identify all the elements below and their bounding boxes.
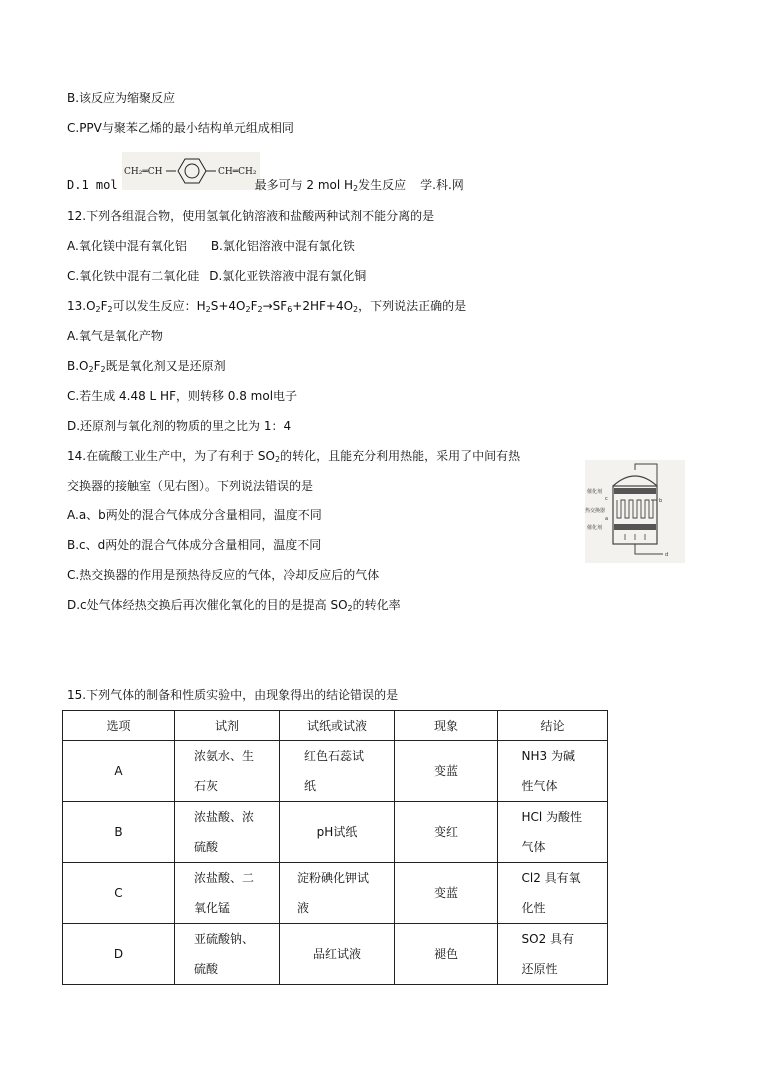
label-c: c [605, 496, 608, 502]
table-row [63, 741, 608, 802]
cell-conclusion-text: SO2 具有还原性 [521, 932, 575, 976]
watermark-text: 学.科.网 [420, 178, 464, 192]
q13-option-a: A.氧气是氧化产物 [67, 329, 163, 343]
q13-sub-6: 6 [287, 305, 293, 314]
cell-conclusion-text: NH3 为碱性气体 [521, 749, 575, 793]
option-d-text [67, 177, 464, 197]
header-option: 选项 [63, 711, 175, 741]
q14-d-sub-1: 2 [347, 604, 353, 613]
q13-text-4: S+4O [210, 299, 246, 313]
label-catalyst-top: 催化剂 [587, 489, 603, 495]
q14-text-1: 14.在硫酸工业生产中，为了有利于 SO [67, 449, 275, 463]
cell-paper-text: 红色石蕊试纸 [304, 749, 365, 793]
q13-sub-3: 2 [205, 305, 211, 314]
apparatus-svg [585, 460, 685, 563]
contact-chamber-diagram [585, 460, 685, 563]
option-d-sub: 2 [353, 184, 359, 193]
option-d-suffix-1: 最多可与 2 mol H [254, 178, 354, 192]
q13-text-1: 13.O [67, 299, 96, 313]
question-15: 15.下列气体的制备和性质实验中，由现象得出的结论错误的是 [67, 688, 399, 702]
q13-text-7: +2HF+4O [292, 299, 354, 313]
cell-phenomenon: 变红 [395, 802, 498, 863]
label-a: a [605, 516, 609, 522]
table-row [63, 924, 608, 985]
q13-b-text-1: B.O [67, 359, 89, 373]
cell-option: A [63, 741, 175, 802]
question-14-line-1 [67, 448, 520, 468]
q13-option-b [67, 358, 226, 378]
cell-reagent-text: 亚硫酸钠、硫酸 [194, 932, 255, 976]
header-conclusion: 结论 [498, 711, 608, 741]
q14-text-2: 的转化，且能充分利用热能，采用了中间有热 [280, 449, 521, 463]
table-header-row [63, 711, 608, 741]
cell-reagent-text: 浓盐酸、二氧化锰 [194, 871, 255, 915]
option-d-suffix-2: 发生反应 [358, 178, 407, 192]
cell-conclusion [498, 863, 608, 924]
cell-conclusion [498, 802, 608, 863]
cell-conclusion [498, 741, 608, 802]
cell-reagent [175, 924, 280, 985]
q13-sub-7: 2 [353, 305, 359, 314]
question-13 [67, 298, 466, 318]
q14-d-text-2: 的转化率 [352, 598, 401, 612]
option-c-text: C.PPV与聚苯乙烯的最小结构单元组成相同 [67, 121, 294, 135]
q13-b-text-2: F [93, 359, 101, 373]
q13-text-6: →SF [262, 299, 288, 313]
cell-reagent [175, 802, 280, 863]
cell-paper [280, 863, 395, 924]
cell-option: B [63, 802, 175, 863]
header-paper: 试纸或试液 [280, 711, 395, 741]
question-14-line-2: 交换器的接触室（见右图）。下列说法错误的是 [67, 479, 314, 493]
q13-option-d: D.还原剂与氧化剂的物质的里之比为 1：4 [67, 419, 292, 433]
option-b-text: B.该反应为缩聚反应 [67, 91, 176, 105]
cell-reagent [175, 863, 280, 924]
cell-reagent-text: 浓盐酸、浓硫酸 [194, 810, 255, 854]
option-d-prefix: D.1 mol [67, 178, 118, 192]
cell-reagent [175, 741, 280, 802]
cell-conclusion [498, 924, 608, 985]
q14-option-d [67, 597, 401, 617]
table-row [63, 863, 608, 924]
cell-option: D [63, 924, 175, 985]
q14-sub-1: 2 [274, 455, 281, 464]
q12-option-d: D.氯化亚铁溶液中混有氯化铜 [209, 269, 367, 283]
cell-conclusion-text: HCl 为酸性气体 [521, 810, 583, 854]
structure-right-group: CH═CH₂ [218, 167, 257, 177]
header-reagent: 试剂 [175, 711, 280, 741]
q12-options-ab [67, 238, 355, 254]
q14-d-text-1: D.c处气体经热交换后再次催化氧化的目的是提高 SO [67, 598, 348, 612]
q13-b-sub-1: 2 [88, 365, 94, 374]
cell-phenomenon: 变蓝 [395, 741, 498, 802]
q13-b-sub-2: 2 [100, 365, 106, 374]
structure-left-group: CH₂═CH [124, 167, 163, 177]
cell-conclusion-text: Cl2 具有氧化性 [521, 871, 581, 915]
q13-text-2: F [100, 299, 108, 313]
q13-text-3: 可以发生反应：H [112, 299, 206, 313]
q12-option-a: A.氧化镁中混有氧化铝 [67, 239, 187, 253]
header-phenomenon: 现象 [395, 711, 498, 741]
cell-option: C [63, 863, 175, 924]
q12-option-c: C.氧化铁中混有二氧化硅 [67, 269, 200, 283]
q12-option-b: B.氯化铝溶液中混有氯化铁 [210, 239, 355, 253]
cell-paper [280, 741, 395, 802]
cell-paper-text: 淀粉碘化钾试液 [297, 871, 370, 915]
q13-sub-1: 2 [95, 305, 101, 314]
q13-sub-2: 2 [107, 305, 113, 314]
label-b: b [659, 498, 663, 504]
q14-option-c: C.热交换器的作用是预热待反应的气体，冷却反应后的气体 [67, 568, 380, 582]
question-12: 12.下列各组混合物，使用氢氧化钠溶液和盐酸两种试剂不能分离的是 [67, 209, 435, 223]
table-row [63, 802, 608, 863]
q14-option-a: A.a、b两处的混合气体成分含量相同，温度不同 [67, 508, 322, 522]
q12-options-cd [67, 268, 366, 284]
cell-paper: pH试纸 [280, 802, 395, 863]
label-catalyst-bottom: 催化剂 [587, 525, 603, 531]
cell-paper: 品红试液 [280, 924, 395, 985]
q13-text-5: F [250, 299, 258, 313]
cell-reagent-text: 浓氨水、生石灰 [194, 749, 255, 793]
q13-text-8: ，下列说法正确的是 [358, 299, 467, 313]
cell-phenomenon: 褪色 [395, 924, 498, 985]
q13-b-text-3: 既是氧化剂又是还原剂 [105, 359, 226, 373]
label-d: d [665, 552, 669, 558]
q13-option-c: C.若生成 4.48 L HF，则转移 0.8 mol电子 [67, 389, 298, 403]
q14-option-b: B.c、d两处的混合气体成分含量相同，温度不同 [67, 538, 322, 552]
q13-sub-4: 2 [245, 305, 251, 314]
cell-phenomenon: 变蓝 [395, 863, 498, 924]
q13-sub-5: 2 [257, 305, 263, 314]
label-heat-exchanger: 热交换器 [585, 508, 606, 514]
experiment-table [62, 710, 608, 985]
